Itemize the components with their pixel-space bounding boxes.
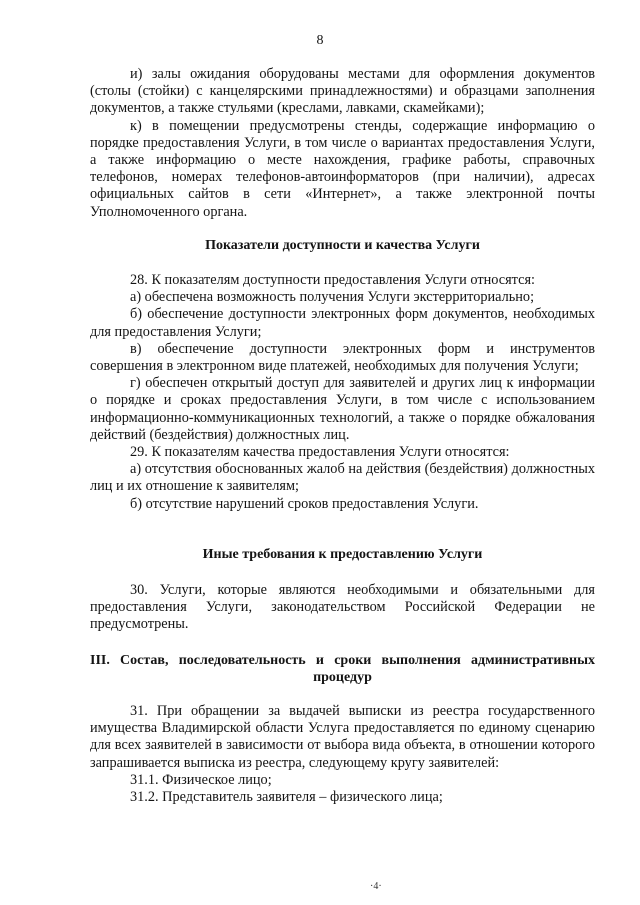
paragraph-item-i: и) залы ожидания оборудованы местами для оформления документов (столы (стойки) с канцелярскими принадлежностями) и образцами заполнения документов, а также стульями (креслами, лавками, скамейками); bbox=[90, 66, 595, 117]
scan-footer-mark: ·4· bbox=[370, 881, 382, 892]
availability-heading-block bbox=[90, 237, 595, 254]
paragraph-31: 31. При обращении за выдачей выписки из реестра государственного имущества Владимирской области Услуга предоставляется по единому сценарию для всех заявителей в зависимости от выбора вида объекта, в отношении которого запрашивается выписка из реестра, следующему кругу заявителей: bbox=[90, 703, 595, 771]
paragraph-30: 30. Услуги, которые являются необходимыми и обязательными для предоставления Услуги, законодательством Российской Федерации не предусмотрены. bbox=[90, 582, 595, 633]
paragraph-28b: б) обеспечение доступности электронных форм документов, необходимых для предоставления Услуги; bbox=[90, 306, 595, 340]
section-availability bbox=[90, 272, 595, 513]
chapter-heading-block bbox=[90, 652, 595, 686]
section-other-requirements bbox=[90, 582, 595, 634]
paragraph-item-k: к) в помещении предусмотрены стенды, содержащие информацию о порядке предоставления Услуги, в том числе о вариантах предоставления Услуги, а также информацию о месте нахождения, графике работы, справочных телефонов, номерах телефонов-автоинформаторов (при наличии), адресах официальных сайтов в сети «Интернет», а также электронной почты Уполномоченного органа. bbox=[90, 117, 595, 220]
chapter-heading-line-1: III. Состав, последовательность и сроки выполнения административных bbox=[90, 653, 595, 668]
paragraph-28g: г) обеспечен открытый доступ для заявителей и других лиц к информации о порядке и сроках предоставления Услуги, в том числе с использованием информационно-коммуникационных технологий, а также о порядке обжалования действий (бездействия) должностных лиц. bbox=[90, 375, 595, 443]
section-waiting-rooms bbox=[90, 66, 595, 221]
paragraph-29a: а) отсутствия обоснованных жалоб на действия (бездействия) должностных лиц и их отношение к заявителям; bbox=[90, 461, 595, 495]
other-requirements-heading-block bbox=[90, 546, 595, 563]
heading-other-requirements: Иные требования к предоставлению Услуги bbox=[202, 547, 483, 562]
page-number: 8 bbox=[316, 33, 324, 48]
paragraph-28a: а) обеспечена возможность получения Услуги экстерриториально; bbox=[130, 289, 535, 306]
paragraph-29: 29. К показателям качества предоставления Услуги относятся: bbox=[130, 444, 510, 461]
paragraph-31-1: 31.1. Физическое лицо; bbox=[130, 771, 272, 788]
paragraph-28: 28. К показателям доступности предоставления Услуги относятся: bbox=[130, 272, 536, 288]
chapter-heading-line-2: процедур bbox=[313, 670, 372, 686]
section-procedures bbox=[90, 703, 595, 806]
paragraph-28v: в) обеспечение доступности электронных форм и инструментов совершения в электронном виде платежей, необходимых для получения Услуги; bbox=[90, 340, 595, 375]
paragraph-29b: б) отсутствие нарушений сроков предоставления Услуги. bbox=[130, 495, 479, 512]
heading-availability-quality: Показатели доступности и качества Услуги bbox=[205, 238, 480, 253]
paragraph-31-2: 31.2. Представитель заявителя – физического лица; bbox=[130, 789, 443, 806]
